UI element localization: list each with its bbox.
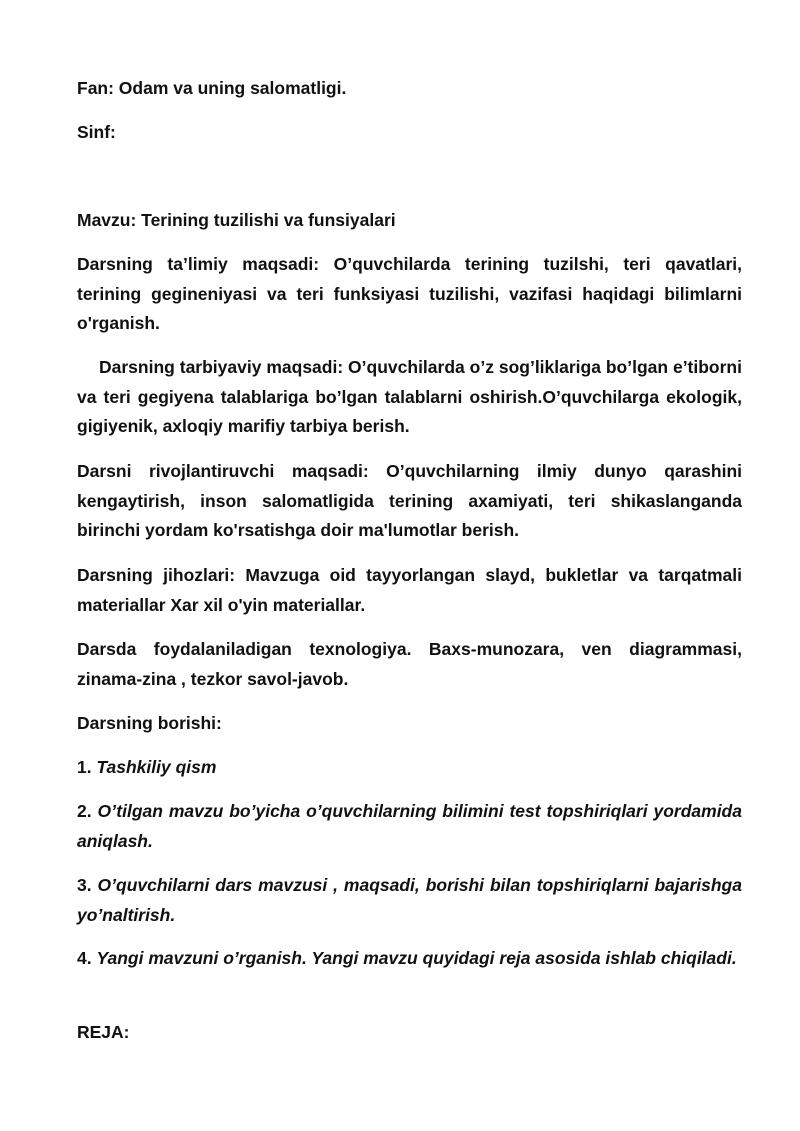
step-number: 2. bbox=[77, 801, 92, 821]
plan-heading: REJA: bbox=[77, 1022, 130, 1042]
technology-paragraph: Darsda foydalaniladigan texnologiya. Baxs-munozara, ven diagrammasi, zinama-zina , tezkor savol-javob. bbox=[77, 639, 742, 689]
step-number: 3. bbox=[77, 875, 92, 895]
upbringing-goal-paragraph: Darsning tarbiyaviy maqsadi: O’quvchilarda o’z sog’liklariga bo’lgan e’tiborni va teri gegiyena talablariga bo’lgan talablarni oshirish.O’quvchilarga ekologik, gigiyenik, axloqiy marifiy tarbiya berish. bbox=[77, 357, 742, 436]
educational-goal-paragraph: Darsning ta’limiy maqsadi: O’quvchilarda terining tuzilshi, teri qavatlari, terining gegineniyasi va teri funksiyasi tuzilishi, vazifasi haqidagi bilimlarni o'rganish. bbox=[77, 254, 742, 333]
step-text: Tashkiliy qism bbox=[96, 757, 217, 777]
developmental-goal-paragraph: Darsni rivojlantiruvchi maqsadi: O’quvchilarning ilmiy dunyo qarashini kengaytirish, inson salomatligida terining axamiyati, teri shikaslanganda birinchi yordam ko'rsatishga doir ma'lumotlar berish. bbox=[77, 461, 742, 540]
step-item-3 bbox=[77, 871, 742, 930]
equipment-paragraph: Darsning jihozlari: Mavzuga oid tayyorlangan slayd, bukletlar va tarqatmali materiallar Xar xil o'yin materiallar. bbox=[77, 565, 742, 615]
step-item-2 bbox=[77, 797, 742, 856]
step-text: Yangi mavzuni o’rganish. Yangi mavzu quyidagi reja asosida ishlab chiqiladi. bbox=[96, 948, 737, 968]
step-number: 1. bbox=[77, 757, 92, 777]
step-item-4 bbox=[77, 944, 742, 974]
step-item-1 bbox=[77, 753, 742, 783]
subject-line: Fan: Odam va uning salomatligi. bbox=[77, 78, 347, 98]
step-text: O’tilgan mavzu bo’yicha o’quvchilarning bilimini test topshiriqlari yordamida aniqlash. bbox=[77, 801, 742, 851]
step-text: O’quvchilarni dars mavzusi , maqsadi, borishi bilan topshiriqlarni bajarishga yo’naltirish. bbox=[77, 875, 742, 925]
topic-line: Mavzu: Terining tuzilishi va funsiyalari bbox=[77, 210, 396, 230]
grade-line: Sinf: bbox=[77, 122, 116, 142]
step-number: 4. bbox=[77, 948, 92, 968]
procedure-heading: Darsning borishi: bbox=[77, 713, 222, 733]
